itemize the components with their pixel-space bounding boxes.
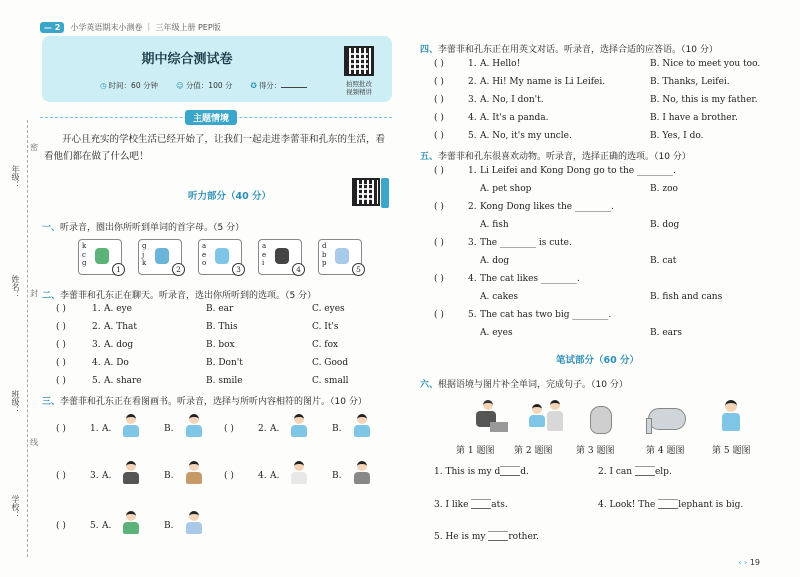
q6-blank-5[interactable] [488,531,508,541]
q3-item-number: 3. [90,471,99,481]
q4-option-a[interactable]: A. No, I don't. [480,95,544,105]
q5-answer-bracket[interactable]: ( ) [434,238,444,248]
q4-heading [420,42,718,55]
exam-info [100,80,307,91]
head-shape [189,511,199,521]
q5-question: Kong Dong likes the ________. [480,202,614,212]
q5-number: 五、 [420,152,439,162]
clock-icon: ◷ [100,81,107,90]
exam-title: 期中综合测试卷 [141,52,233,67]
q5-option-b[interactable]: B. zoo [650,184,678,194]
card-number: 3 [232,263,245,276]
binding-margin [6,120,28,557]
q4-option-b[interactable]: B. Thanks, Leifei. [650,77,730,87]
q3-answer-bracket[interactable]: ( ) [224,424,234,434]
card-letters: g j k [142,242,147,267]
q3-item-number: 5. [90,521,99,531]
q5-item-number: 1. [468,166,477,176]
page-number [738,558,760,567]
q4-item-number: 5. [468,131,477,141]
s4-suffix: lephant is big. [678,500,744,510]
q4-answer-bracket[interactable]: ( ) [434,77,444,87]
head-shape [126,414,136,424]
q5-option-b[interactable]: B. ears [650,328,682,338]
q2-answer-bracket[interactable]: ( ) [56,358,66,368]
s3-suffix: ats. [491,500,508,510]
q3-option-a[interactable]: A. [270,424,280,434]
q6-heading [420,377,628,390]
q4-item-number: 2. [468,77,477,87]
user-icon: ☺ [175,81,184,90]
fig4-elephant [644,404,692,436]
q2-answer-bracket[interactable]: ( ) [56,304,66,314]
q5-option-b[interactable]: B. fish and cans [650,292,723,302]
card-picture-icon [275,248,289,264]
q5-question: The ________ is cute. [480,238,572,248]
q6-sentence-4 [598,499,743,510]
q3-option-b[interactable]: B. [164,471,174,481]
s1-suffix: d. [520,467,529,477]
q5-answer-bracket[interactable]: ( ) [434,274,444,284]
body-shape [291,425,307,437]
figure-label-5: 第 5 题图 [712,446,751,456]
q2-item-number: 1. [92,304,101,314]
q4-item-number: 4. [468,113,477,123]
q3-option-a[interactable]: A. [270,471,280,481]
q3-answer-bracket[interactable]: ( ) [56,424,66,434]
card-letters: a e i [262,242,267,267]
page-number-value: 19 [749,558,760,567]
q2-option-a[interactable]: A. That [104,322,138,332]
q3-option-b[interactable]: B. [332,424,342,434]
figure-label-3: 第 3 题图 [576,446,615,456]
q2-option-a[interactable]: A. share [104,376,142,386]
q6-blank-1[interactable] [500,466,520,476]
listening-qr[interactable] [352,178,390,210]
card-letters: d b p [322,242,327,267]
q2-option-b[interactable]: B. This [206,322,238,332]
q3-picture-a-icon[interactable] [118,511,144,541]
head-shape [357,461,367,471]
q3-picture-a-icon[interactable] [118,414,144,444]
q5-item-number: 2. [468,202,477,212]
exam-got: 得分： [258,81,282,90]
q6-sentence-2 [598,466,672,477]
q4-answer-bracket[interactable]: ( ) [434,95,444,105]
q4-answer-bracket[interactable]: ( ) [434,59,444,69]
theme-divider [40,110,392,124]
q6-blank-2[interactable] [635,466,655,476]
q2-text: 李蕾菲和孔东正在聊天。听录音，选出你所听到的选项。（5 分） [60,291,317,301]
seal-mark-2: 封 [30,289,38,298]
card-number: 5 [352,263,365,276]
q2-option-b[interactable]: B. Don't [206,358,243,368]
figure-label-4: 第 4 题图 [646,446,685,456]
q4-option-b[interactable]: B. I have a brother. [650,113,738,123]
q2-item-number: 2. [92,322,101,332]
q4-option-b[interactable]: B. Yes, I do. [650,131,704,141]
q5-text: 李蕾菲和孔东很喜欢动物。听录音，选择正确的选项。（10 分） [438,152,691,162]
q3-picture-b-icon[interactable] [348,461,376,491]
card-picture-icon [95,248,109,264]
card-number: 1 [112,263,125,276]
q2-option-c[interactable]: C. eyes [312,304,345,314]
body-shape [123,472,139,484]
q3-item-number: 1. [90,424,99,434]
exam-score: 分值：100 分 [185,81,233,90]
series-header [40,22,221,33]
q2-answer-bracket[interactable]: ( ) [56,340,66,350]
q6-number: 六、 [420,380,439,390]
fig1-man-laptop [470,400,510,436]
q5-item-number: 4. [468,274,477,284]
q6-sentence-3 [434,499,508,510]
q5-question: The cat has two big ________. [480,310,612,320]
qr-caption: 拍照批改 视频精讲 [346,80,372,96]
q2-option-a[interactable]: A. dog [104,340,134,350]
audio-qr-icon[interactable] [352,178,380,206]
writing-title: 笔试部分（60 分） [556,355,640,366]
q5-heading [420,149,691,162]
exam-banner [42,36,392,102]
q4-number: 四、 [420,45,439,55]
q4-option-b[interactable]: B. No, this is my father. [650,95,758,105]
s5-prefix: 5. He is my [434,532,486,542]
q3-option-a[interactable]: A. [102,424,112,434]
q4-option-a[interactable]: A. It's a panda. [480,113,549,123]
q5-option-a[interactable]: A. fish [480,220,509,230]
q2-answer-bracket[interactable]: ( ) [56,376,66,386]
fig3-cat [586,402,618,436]
s4-prefix: 4. Look! The [598,500,656,510]
body-shape [354,472,370,484]
q2-item-number: 3. [92,340,101,350]
q3-option-b[interactable]: B. [332,471,342,481]
star-icon: ✪ [250,81,257,90]
figure-label-2: 第 2 题图 [514,446,553,456]
q5-item-number: 3. [468,238,477,248]
s2-prefix: 2. I can [598,467,633,477]
q2-option-a[interactable]: A. eye [104,304,132,314]
intro-text: 开心且充实的学校生活已经开始了，让我们一起走进李蕾菲和孔东的生活，看看他们都在做了什么吧！ [44,134,386,162]
q3-picture-b-icon[interactable] [348,414,376,444]
margin-school: 学校： [11,495,20,519]
q2-heading [42,288,316,301]
q3-picture-b-icon[interactable] [180,414,208,444]
head-shape [126,511,136,521]
q5-option-b[interactable]: B. cat [650,256,677,266]
body-shape [123,425,139,437]
q2-number: 二、 [42,291,61,301]
q2-option-b[interactable]: B. ear [206,304,234,314]
q2-item-number: 5. [92,376,101,386]
q2-option-a[interactable]: A. Do [104,358,129,368]
body-shape [123,522,139,534]
q4-option-a[interactable]: A. Hi! My name is Li Leifei. [480,77,606,87]
q3-option-a[interactable]: A. [102,471,112,481]
q3-picture-a-icon[interactable] [286,461,312,491]
head-shape [357,414,367,424]
card-picture-icon [155,248,169,264]
q4-answer-bracket[interactable]: ( ) [434,131,444,141]
series-title: 小学英语期末小测卷 ｜ 三年级上册 PEP版 [70,23,221,32]
card-letters: a e o [202,242,207,267]
q3-answer-bracket[interactable]: ( ) [224,471,234,481]
q6-blank-3[interactable] [471,499,491,509]
q3-picture-a-icon[interactable] [118,461,144,491]
head-shape [294,414,304,424]
card-picture-icon [215,248,229,264]
q3-heading [42,394,367,407]
margin-class: 班级： [11,390,20,414]
body-shape [186,522,202,534]
q3-option-b[interactable]: B. [164,424,174,434]
q3-option-b[interactable]: B. [164,521,174,531]
s5-suffix: rother. [508,532,539,542]
q3-item-number: 2. [258,424,267,434]
fig2-boy-and-man [528,400,568,436]
margin-name: 姓名： [11,275,20,299]
q4-item-number: 1. [468,59,477,69]
card-number: 4 [292,263,305,276]
card-number: 2 [172,263,185,276]
q5-answer-bracket[interactable]: ( ) [434,310,444,320]
q4-option-b[interactable]: B. Nice to meet you too. [650,59,761,69]
head-shape [189,461,199,471]
q2-option-c[interactable]: C. It's [312,322,339,332]
q3-picture-a-icon[interactable] [286,414,312,444]
q6-sentence-5 [434,531,539,542]
q3-number: 三、 [42,397,61,407]
card-picture-icon [335,248,349,264]
s2-suffix: elp. [654,467,672,477]
score-blank[interactable] [281,87,307,88]
q3-answer-bracket[interactable]: ( ) [56,471,66,481]
q3-picture-b-icon[interactable] [180,511,208,541]
q3-text: 李蕾菲和孔东正在看图画书。听录音，选择与所听内容相符的图片。（10 分） [60,397,367,407]
q6-sentence-1 [434,466,529,477]
q5-option-a[interactable]: A. eyes [480,328,513,338]
unit-badge: — 2 [40,22,64,33]
q2-option-c[interactable]: C. small [312,376,349,386]
theme-tag: 主题情境 [185,110,237,125]
q4-option-a[interactable]: A. No, it's my uncle. [480,131,572,141]
head-shape [189,414,199,424]
q5-option-a[interactable]: A. cakes [480,292,519,302]
body-shape [186,472,202,484]
q4-text: 李蕾菲和孔东正在用英文对话。听录音，选择合适的应答语。（10 分） [438,45,718,55]
s3-prefix: 3. I like [434,500,469,510]
q5-option-b[interactable]: B. dog [650,220,680,230]
seal-mark-1: 密 [30,143,38,152]
q1-heading [42,220,244,233]
margin-grade: 年级： [11,165,20,189]
q6-blank-4[interactable] [658,499,678,509]
q3-answer-bracket[interactable]: ( ) [56,521,66,531]
q2-option-c[interactable]: C. fox [312,340,339,350]
q2-option-b[interactable]: B. smile [206,376,243,386]
q2-answer-bracket[interactable]: ( ) [56,322,66,332]
s1-prefix: 1. This is my d [434,467,501,477]
q1-text: 听录音，圈出你所听到单词的首字母。（5 分） [60,223,245,233]
card-letters: k c g [82,242,87,267]
exam-time: 时间：60 分钟 [108,81,158,90]
seal-mark-3: 线 [30,438,38,447]
body-shape [186,425,202,437]
listening-title: 听力部分（40 分） [188,191,272,202]
head-shape [294,461,304,471]
q5-option-a[interactable]: A. dog [480,256,510,266]
q2-item-number: 4. [92,358,101,368]
q2-option-c[interactable]: C. Good [312,358,349,368]
q4-option-a[interactable]: A. Hello! [480,59,521,69]
q3-item-number: 4. [258,471,267,481]
q4-answer-bracket[interactable]: ( ) [434,113,444,123]
q5-answer-bracket[interactable]: ( ) [434,202,444,212]
page-nav-icon[interactable]: ‹ › [738,558,748,567]
q2-option-b[interactable]: B. box [206,340,235,350]
q4-item-number: 3. [468,95,477,105]
q6-text: 根据语境与图片补全单词，完成句子。（10 分） [438,380,628,390]
figure-label-1: 第 1 题图 [456,446,495,456]
qr-code-icon[interactable] [344,46,374,76]
q5-question: Li Leifei and Kong Dong go to the ________. [480,166,676,176]
body-shape [291,472,307,484]
q1-number: 一、 [42,223,61,233]
q5-answer-bracket[interactable]: ( ) [434,166,444,176]
body-shape [354,425,370,437]
q3-option-a[interactable]: A. [102,521,112,531]
q5-option-a[interactable]: A. pet shop [480,184,532,194]
q5-item-number: 5. [468,310,477,320]
fig5-boy [716,400,746,436]
q5-question: The cat likes ________. [480,274,580,284]
head-shape [126,461,136,471]
q3-picture-b-icon[interactable] [180,461,208,491]
